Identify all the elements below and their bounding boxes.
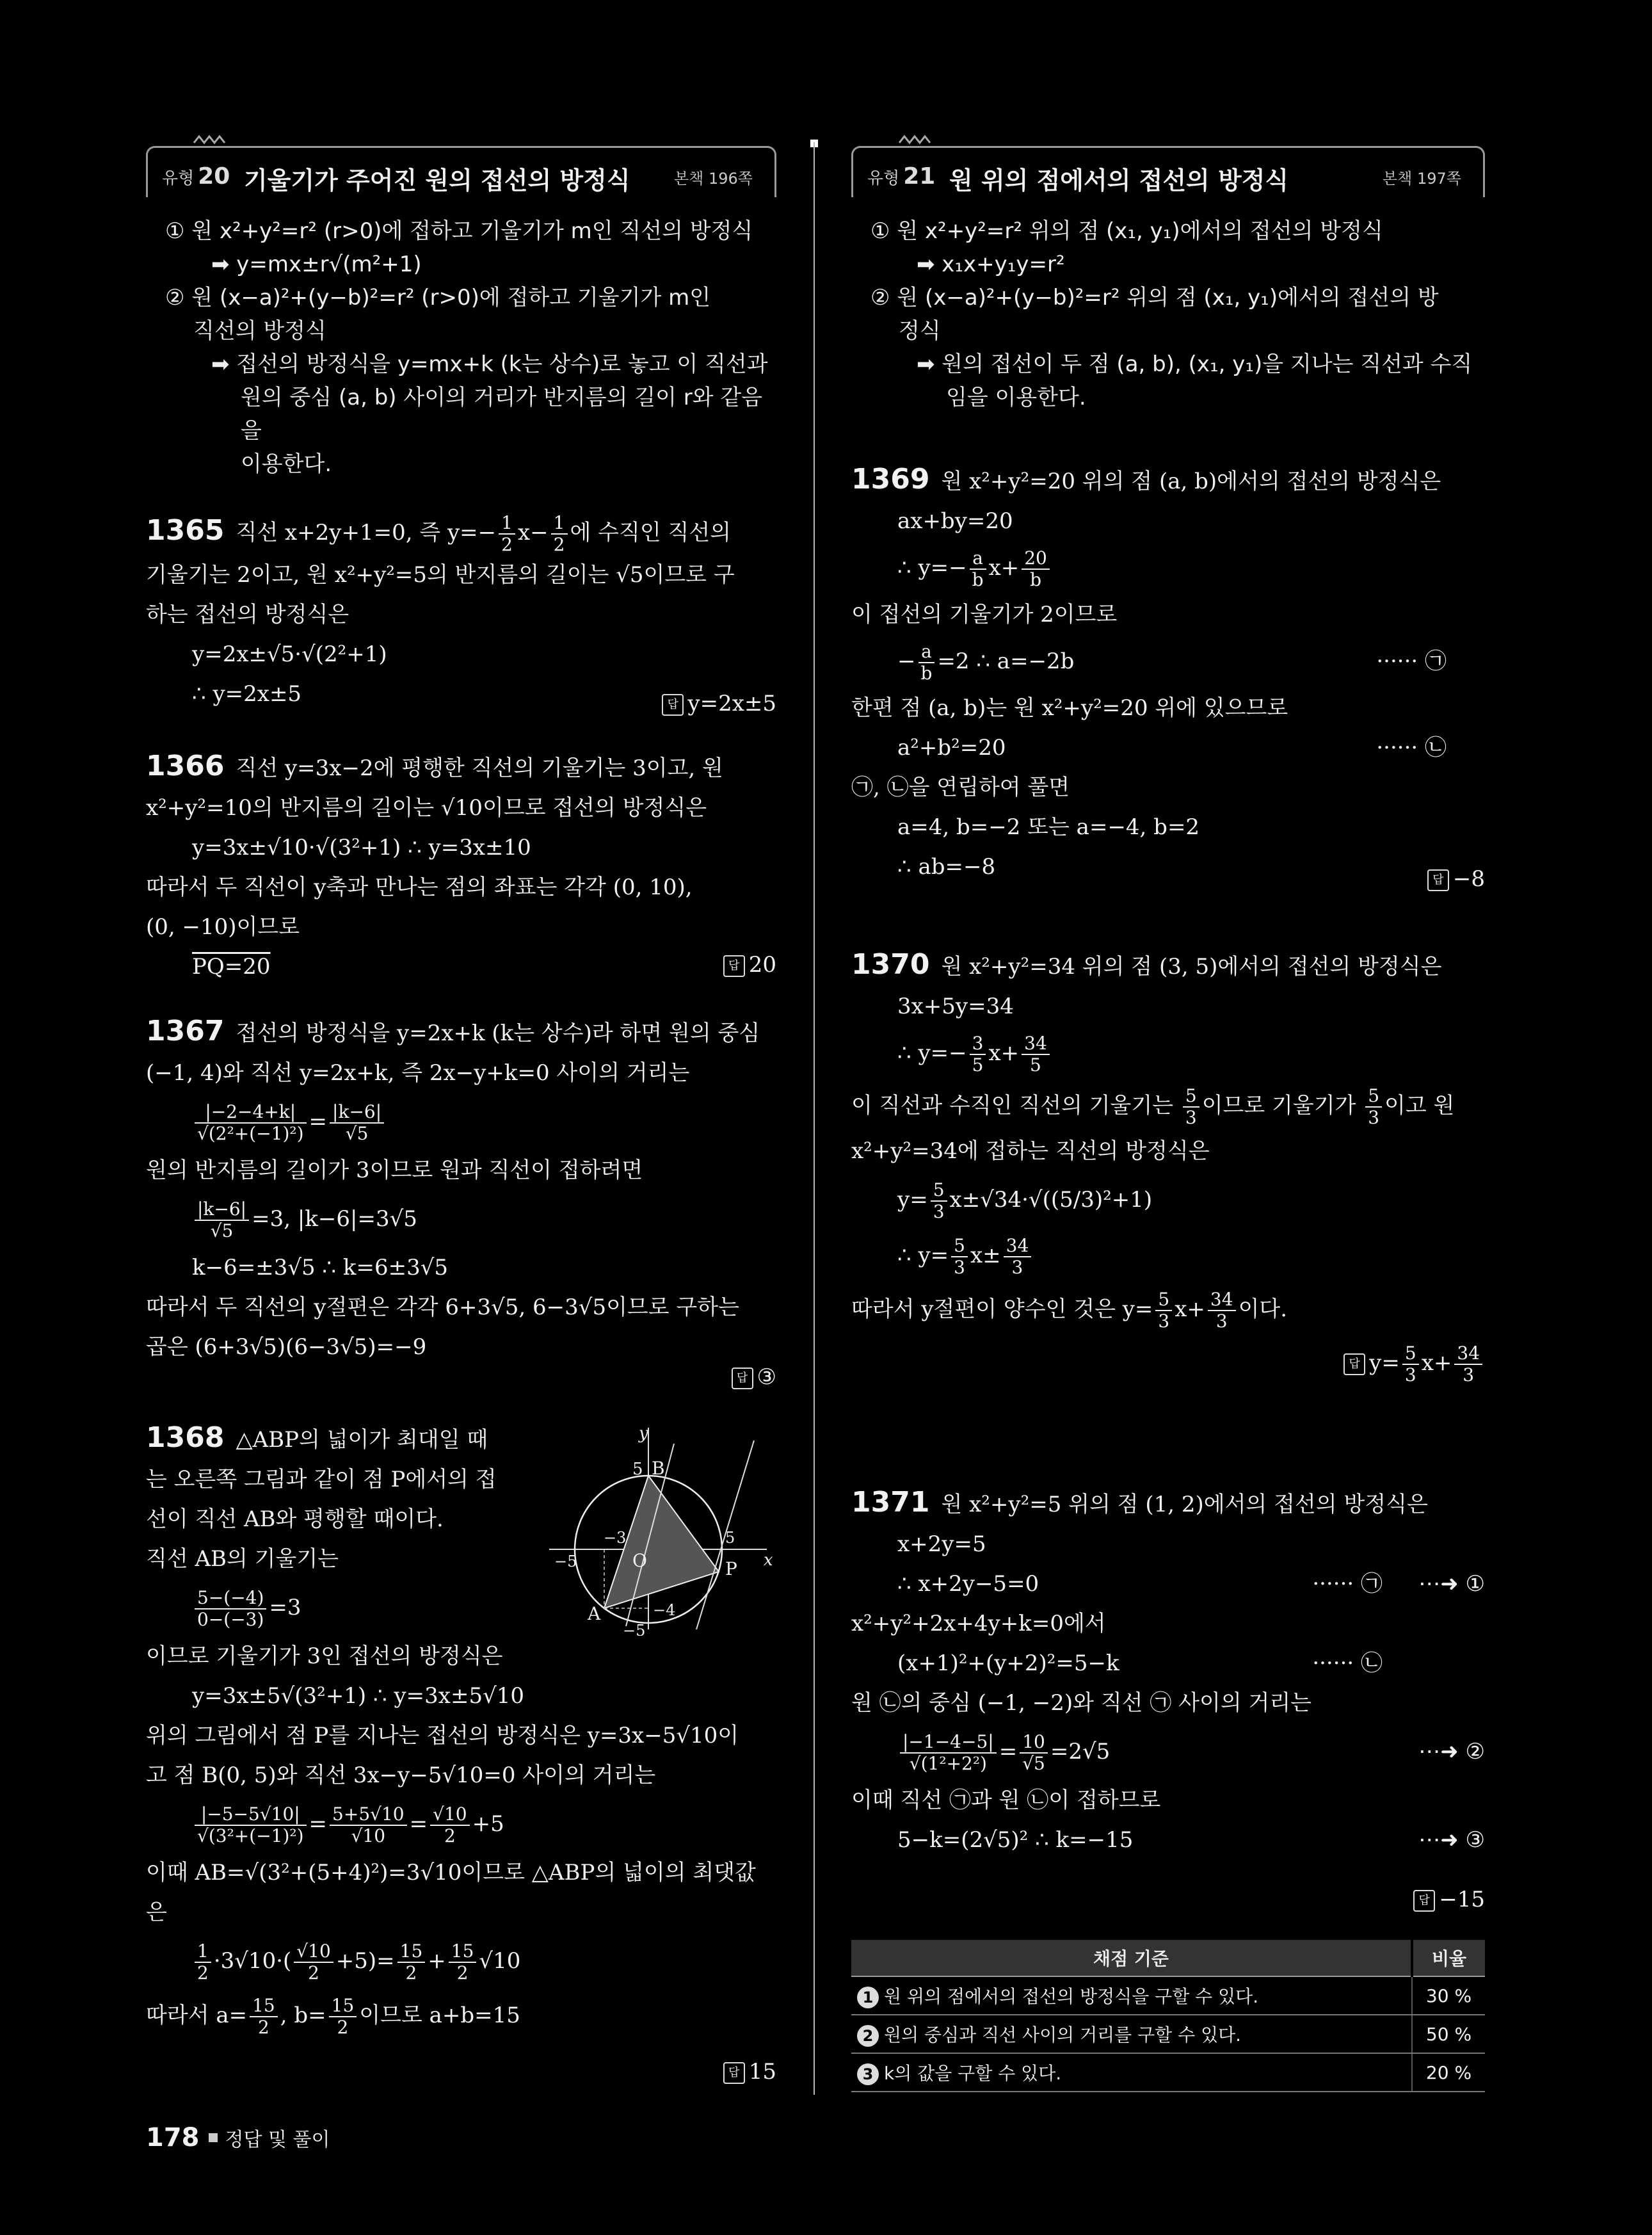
equation: ∴ y=2x±5 [192,681,302,707]
answer: 답 −15 [1413,1880,1485,1919]
text: x− [518,520,549,545]
text: 직선 AB의 기울기는 [146,1546,339,1572]
label-neg3: −3 [604,1529,627,1547]
section-header-21 [851,146,1485,197]
fraction: $\frac{34}{3}$ [1004,1236,1032,1278]
equation-tag: ······ ㉡ [1312,1650,1383,1676]
problem-1370: 1370 원 x²+y²=34 위의 점 (3, 5)에서의 접선의 방정식은 3x+5y=34 ∴ y=− $\frac{3}{5}$ x+ $\frac{34}{5}$ 이 직선과 수직인 직선의 기울기는 $\frac{5}{3}$ 이므로 기울기가 $\frac{5}{3}$ 이고 원 x²+y²=34에 접하는 직선의 방정식은 y= $\frac{5}{3}$ x±√34·√((5/3)²+1) ∴ y= $\frac{5}{3}$ x± $\frac{34}{3}$ 따라서 y절편이 양수인 것은 y= $\frac{5}{3}$ x+ $\frac{34}{3}$ 이다. 답 y= $\frac{5}{3}$ x+ $\frac{34}{3}$ [851,945,1485,1390]
equation: ax+by=20 [897,508,1013,534]
equation: 3x+5y=34 [897,994,1014,1019]
fraction: $\frac{1}{2}$ [551,513,568,555]
section-title: 기울기가 주어진 원의 접선의 방정식 [244,166,630,195]
text: 원 x²+y²=34 위의 점 (3, 5)에서의 접선의 방정식은 [941,954,1442,980]
problem-1371: 1371 원 x²+y²=5 위의 점 (1, 2)에서의 접선의 방정식은 x+2y=5 ∴ x+2y−5=0 ······ ㉠ ⋯➜ ① x²+y²+2x+4y+k=0에서 (x+1)²+(y+2)²=5−k ······ ㉡ 원 ㉡의 중심 (−1, −2)와 직선 ㉠ 사이의 거리는 $\frac{|-1-4-5|}{\text{√(1²+2²)}}$ = $\frac{10}{√5}$ =2√5 ⋯➜ ② 이때 직선 ㉠과 원 ㉡이 접하므로 5−k=(2√5)² ∴ k=−15 ⋯➜ ③ 답 −15 [851,1483,1485,1860]
summary-line: 원의 중심 (a, b) 사이의 거리가 반지름의 길이 r와 같음을 [241,385,763,444]
fraction: $\frac{|-2-4+k|}{\text{√(2²+(−1)²)}}$ [195,1102,307,1144]
text: 는 오른쪽 그림과 같이 점 P에서의 접 [146,1467,497,1492]
step-marker: ⋯➜ ① [1418,1571,1485,1597]
summary-line: ② 원 (x−a)²+(y−b)²=r² 위의 점 (x₁, y₁)에서의 접선의 방 [870,285,1439,311]
summary-line: ➡ 원의 접선이 두 점 (a, b), (x₁, y₁)을 지나는 직선과 수직 [917,351,1473,377]
text: 기울기는 2이고, 원 x²+y²=5의 반지름의 길이는 √5이므로 구 [146,562,735,588]
table-header: 비율 [1412,1940,1485,1976]
equation: y=3x±√10·√(3²+1) ∴ y=3x±10 [192,835,531,860]
table-header: 채점 기준 [851,1940,1412,1976]
text: 은 [146,1900,167,1925]
problem-1366 [146,746,776,987]
equation: x+2y=5 [897,1531,986,1557]
fraction: $\frac{10}{√5}$ [1020,1732,1048,1774]
text: 이 접선의 기울기가 2이므로 [851,602,1118,627]
summary-line: ➡ 접선의 방정식을 y=mx+k (k는 상수)로 놓고 이 직선과 [211,351,768,377]
step-marker: ⋯➜ ③ [1418,1827,1485,1853]
label-5-right: 5 [725,1529,735,1547]
fraction: $\frac{|-1-4-5|}{\text{√(1²+2²)}}$ [900,1732,997,1774]
text: x²+y²=34에 접하는 직선의 방정식은 [851,1138,1210,1164]
summary-line: ② 원 (x−a)²+(y−b)²=r² (r>0)에 접하고 기울기가 m인 [165,285,711,311]
text: 원의 반지름의 길이가 3이므로 원과 직선이 접하려면 [146,1158,643,1183]
text: 선이 직선 AB와 평행할 때이다. [146,1506,444,1532]
summary-line: 직선의 방정식 [193,318,326,344]
fraction: $\frac{|k-6|}{√5}$ [330,1102,384,1144]
text: 직선 x+2y+1=0, 즉 y=− [236,520,497,545]
equation: =3, |k−6|=3√5 [252,1206,417,1232]
text: 이때 직선 ㉠과 원 ㉡이 접하므로 [851,1787,1161,1813]
text: 하는 접선의 방정식은 [146,602,349,627]
text: 따라서 두 직선의 y절편은 각각 6+3√5, 6−3√5이므로 구하는 [146,1295,739,1320]
summary-line: ① 원 x²+y²=r² (r>0)에 접하고 기울기가 m인 직선의 방정식 [165,218,753,244]
equation-tag: ······ ㉡ [1376,735,1447,761]
circle-tangent-figure [543,1424,773,1636]
summary-line: 정식 [899,318,941,344]
text: 한편 점 (a, b)는 원 x²+y²=20 위에 있으므로 [851,695,1288,721]
answer: 답 y= $\frac{5}{3}$ x+ $\frac{34}{3}$ [851,1336,1485,1390]
label-neg5: −5 [554,1553,577,1570]
text: 원 ㉡의 중심 (−1, −2)와 직선 ㉠ 사이의 거리는 [851,1690,1312,1716]
answer: 답 y=2x±5 [662,684,776,723]
problem-1367: 1367 접선의 방정식을 y=2x+k (k는 상수)라 하면 원의 중심 (−1, 4)와 직선 y=2x+k, 즉 2x−y+k=0 사이의 거리는 $\frac{|-2-4+k|}{\text{√(2²+(−1)²)}}$ = $\frac{|k-6|}{√5}$ 원의 반지름의 길이가 3이므로 원과 직선이 접하려면 $\frac{|k-6|}{√5}$ =3, |k−6|=3√5 k−6=±3√5 ∴ k=6±3√5 따라서 두 직선의 y절편은 각각 6+3√5, 6−3√5이므로 구하는 곱은 (6+3√5)(6−3√5)=−9 답 ③ [146,1012,776,1367]
summary-line: ➡ y=mx±r√(m²+1) [211,252,422,277]
summary-line: 임을 이용한다. [946,385,1086,410]
text: 따라서 두 직선이 y축과 만나는 점의 좌표는 각각 (0, 10), [146,875,693,900]
text: 접선의 방정식을 y=2x+k (k는 상수)라 하면 원의 중심 [236,1021,760,1046]
fraction: $\frac{15}{2}$ [397,1941,426,1983]
text: 위의 그림에서 점 P를 지나는 접선의 방정식은 y=3x−5√10이 [146,1723,739,1748]
label-origin: O [632,1550,647,1571]
fraction: $\frac{20}{b}$ [1022,548,1050,590]
fraction: $\frac{5-(-4)}{0-(-3)}$ [195,1588,266,1630]
fraction: $\frac{5}{3}$ [1183,1086,1199,1128]
page-footer [146,2123,330,2152]
problem-1365 [146,511,776,714]
fraction: $\frac{5}{3}$ [1365,1086,1382,1128]
fraction: $\frac{|k-6|}{√5}$ [195,1199,249,1241]
answer: 답 15 [723,2052,776,2092]
page-number: 178 [146,2123,200,2152]
fraction: $\frac{15}{2}$ [449,1941,477,1983]
text: 이므로 기울기가 3인 접선의 방정식은 [146,1643,503,1669]
problem-number: 1370 [851,948,930,981]
fraction: $\frac{a}{b}$ [918,641,935,684]
problem-number: 1371 [851,1486,930,1519]
label-y: y [639,1424,648,1443]
fraction: $\frac{|-5-5√10|}{\text{√(3²+(−1)²)}}$ [195,1804,307,1846]
grading-table [851,1940,1485,2092]
text: 직선 y=3x−2에 평행한 직선의 기울기는 3이고, 원 [236,755,723,781]
text: ㉠, ㉡을 연립하여 풀면 [851,775,1070,800]
text: 에 수직인 직선의 [570,520,732,545]
fraction: $\frac{a}{b}$ [970,548,986,590]
step-marker: ⋯➜ ② [1418,1739,1485,1764]
fraction: $\frac{34}{5}$ [1022,1033,1050,1076]
text: (−1, 4)와 직선 y=2x+k, 즉 2x−y+k=0 사이의 거리는 [146,1060,690,1086]
answer: 답 20 [723,945,776,985]
summary-line: 이용한다. [241,451,332,477]
problem-1368: 1368 △ABP의 넓이가 최대일 때 는 오른쪽 그림과 같이 점 P에서의 접 선이 직선 AB와 평행할 때이다. 직선 AB의 기울기는 $\frac{5-(-4)}{0-(-3)}$ =3 이므로 기울기가 3인 접선의 방정식은 y=3x±5√(3²+1) ∴ y=3x±5√10 위의 그림에서 점 P를 지나는 접선의 방정식은 y=3x−5√10이 고 점 B(0, 5)와 직선 3x−y−5√10=0 사이의 거리는 $\frac{|-5-5√10|}{\text{√(3²+(−1)²)}}$ = $\frac{5+5√10}{√10}$ = $\frac{√10}{2}$ +5 이때 AB=√(3²+(5+4)²)=3√10이므로 △ABP의 넓이의 최댓값 은 $\frac{1}{2}$ ·3√10·( $\frac{√10}{2}$ +5)= $\frac{15}{2}$ + $\frac{15}{2}$ √10 따라서 a= $\frac{15}{2}$ , b= $\frac{15}{2}$ 이므로 a+b=15 답 15 y x 5 B −3 −5 O 5 P A −4 −5 [146,1418,776,2041]
table-row: 2 원의 중심과 직선 사이의 거리를 구할 수 있다. 50 % [851,2015,1485,2053]
answer: 답 ③ [732,1357,776,1397]
equation: ∴ ab=−8 [897,854,996,880]
summary-line: ① 원 x²+y²=r² 위의 점 (x₁, y₁)에서의 접선의 방정식 [870,218,1383,244]
equation: PQ=20 [192,954,271,980]
summary-line: ➡ x₁x+y₁y=r² [917,252,1065,277]
problem-number: 1369 [851,463,930,496]
fraction: $\frac{1}{2}$ [499,513,515,555]
text: 원 x²+y²=20 위의 점 (a, b)에서의 접선의 방정식은 [941,469,1441,494]
equation-tag: ······ ㉠ [1376,649,1447,674]
fraction: $\frac{√10}{2}$ [294,1941,333,1983]
problem-number: 1367 [146,1015,225,1047]
label-b: B [652,1458,665,1479]
fraction: $\frac{3}{5}$ [970,1033,986,1076]
label-x: x [764,1551,773,1570]
equation-tag: ······ ㉠ [1312,1571,1383,1597]
footer-label: 정답 및 풀이 [225,2129,330,2151]
wave-icon [898,134,931,147]
text: x²+y²+2x+4y+k=0에서 [851,1611,1106,1636]
label-5: 5 [632,1460,643,1479]
summary-box [165,214,776,481]
fraction: $\frac{1}{2}$ [195,1941,211,1983]
text: x²+y²=10의 반지름의 길이는 √10이므로 접선의 방정식은 [146,795,707,821]
text: 고 점 B(0, 5)와 직선 3x−y−5√10=0 사이의 거리는 [146,1763,656,1788]
problem-1369: 1369 원 x²+y²=20 위의 점 (a, b)에서의 접선의 방정식은 ax+by=20 ∴ y=− $\frac{a}{b}$ x+ $\frac{20}{b}$ 이 접선의 기울기가 2이므로 − $\frac{a}{b}$ =2 ∴ a=−2b ······ ㉠ 한편 점 (a, b)는 원 x²+y²=20 위에 있으므로 a²+b²=20 ······ ㉡ ㉠, ㉡을 연립하여 풀면 a=4, b=−2 또는 a=−4, b=2 ∴ ab=−8 답 −8 [851,460,1485,887]
text: 원 x²+y²=5 위의 점 (1, 2)에서의 접선의 방정식은 [941,1492,1428,1517]
fraction: $\frac{5}{3}$ [931,1180,947,1222]
label-a: A [588,1603,601,1624]
problem-number: 1368 [146,1421,225,1454]
text: 이때 AB=√(3²+(5+4)²)=3√10이므로 △ABP의 넓이의 최댓값 [146,1860,756,1885]
section-header-20 [146,146,776,197]
fraction: $\frac{15}{2}$ [329,1996,357,2038]
summary-box [870,214,1472,414]
equation: a=4, b=−2 또는 a=−4, b=2 [897,814,1200,840]
fraction: $\frac{√10}{2}$ [430,1804,469,1846]
book-reference: 본책 196쪽 [674,170,753,188]
table-row: 3 k의 값을 구할 수 있다. 20 % [851,2053,1485,2092]
equation: y=2x±√5·√(2²+1) [192,641,387,667]
text: (0, −10)이므로 [146,914,300,940]
label-neg5-bottom: −5 [623,1622,646,1636]
fraction: $\frac{5+5√10}{√10}$ [330,1804,407,1846]
fraction: $\frac{5}{3}$ [951,1236,968,1278]
fraction: $\frac{15}{2}$ [250,1996,278,2038]
table-row: 1 원 위의 점에서의 접선의 방정식을 구할 수 있다. 30 % [851,1976,1485,2015]
label-p: P [725,1558,737,1579]
equation: y=3x±5√(3²+1) ∴ y=3x±5√10 [192,1683,524,1709]
problem-number: 1365 [146,514,225,547]
fraction: $\frac{34}{3}$ [1208,1289,1236,1332]
type-tag: 유형 21 [867,163,936,190]
section-title: 원 위의 점에서의 접선의 방정식 [949,166,1289,195]
label-neg4: −4 [653,1601,676,1619]
text: △ABP의 넓이가 최대일 때 [236,1427,488,1453]
equation: k−6=±3√5 ∴ k=6±3√5 [192,1255,449,1280]
wave-icon [193,134,226,147]
text: 곱은 (6+3√5)(6−3√5)=−9 [146,1334,427,1360]
problem-number: 1366 [146,750,225,782]
book-reference: 본책 197쪽 [1383,170,1461,188]
answer: 답 −8 [1427,859,1485,899]
column-divider [814,142,815,2095]
type-tag: 유형 20 [162,163,230,190]
fraction: $\frac{5}{3}$ [1155,1289,1172,1332]
